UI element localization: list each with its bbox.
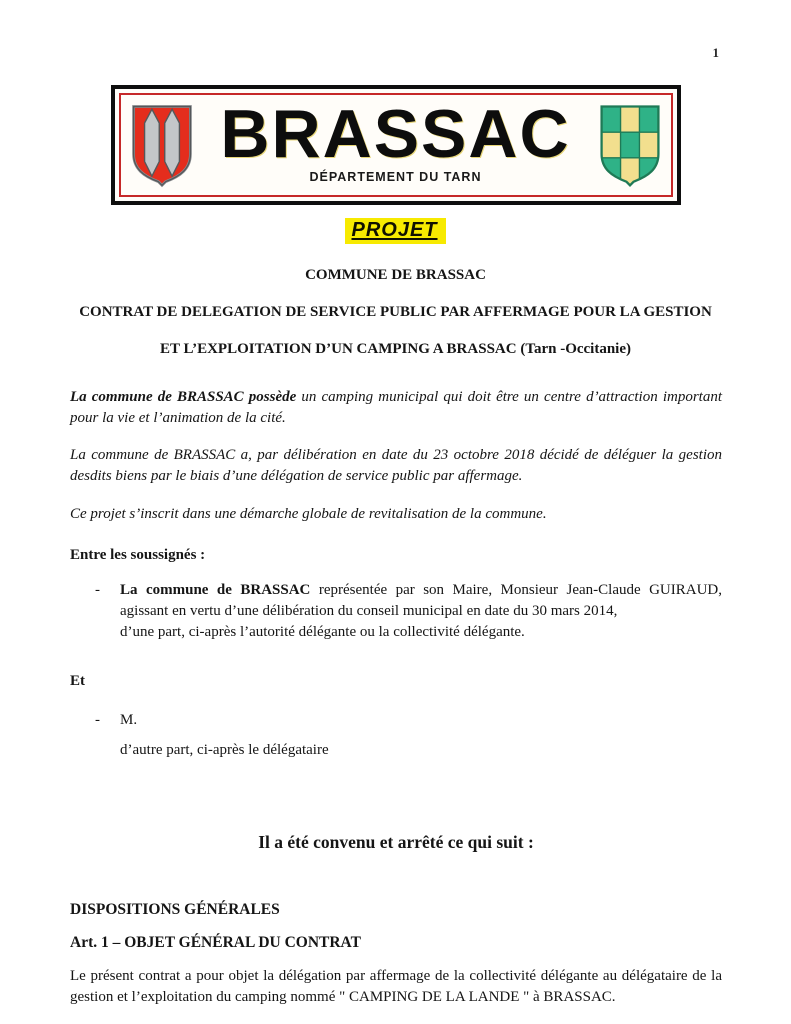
intro-paragraph-3: Ce projet s’inscrit dans une démarche globale de revitalisation de la commune. — [70, 506, 547, 522]
banner-subtitle: DÉPARTEMENT DU TARN — [309, 170, 482, 184]
contract-title-line-2: ET L’EXPLOITATION D’UN CAMPING A BRASSAC (Tarn -Occitanie) — [159, 341, 631, 357]
list-dash: - — [95, 582, 100, 598]
banner-text-block — [195, 96, 597, 188]
party-item-delegataire — [70, 710, 722, 731]
party-commune-line-1-rest: représentée par son Maire, Monsieur Jean-Claude GUIRAUD, — [310, 582, 723, 598]
party-commune-line-2: agissant en vertu d’une délibération du conseil municipal en date du 30 mars 2014, — [120, 603, 618, 619]
parties-heading: Entre les soussignés : — [70, 547, 206, 563]
projet-stamp: PROJET — [345, 218, 445, 244]
red-silver-shield-icon — [129, 101, 195, 189]
party-commune-name: La commune de BRASSAC — [120, 582, 311, 598]
intro-paragraph-1-lead: La commune de BRASSAC possède — [70, 389, 297, 405]
party-commune-line-1 — [120, 580, 722, 601]
list-dash: - — [95, 712, 100, 728]
et-connector: Et — [70, 673, 85, 689]
party-commune-line-3: d’une part, ci-après l’autorité délégante ou la collectivité délégante. — [120, 624, 525, 640]
party-delegataire-line-2: d’autre part, ci-après le délégataire — [120, 742, 329, 758]
green-yellow-checkered-shield-icon — [597, 101, 663, 189]
party-delegataire-name: M. — [120, 712, 138, 728]
intro-paragraph-1-rest: un camping municipal qui doit être un centre d’attraction important pour la vie et l’animation de la cité. — [70, 389, 723, 426]
contract-title-line-1: CONTRAT DE DELEGATION DE SERVICE PUBLIC PAR AFFERMAGE POUR LA GESTION — [79, 304, 712, 320]
commune-heading: COMMUNE DE BRASSAC — [305, 267, 486, 283]
article-1-heading: Art. 1 – OBJET GÉNÉRAL DU CONTRAT — [70, 934, 361, 951]
article-1-body: Le présent contrat a pour objet la délégation par affermage de la collectivité délégante au délégataire de la gestion et l’exploitation du camping nommé " CAMPING DE LA LANDE " à BRASSAC. — [70, 968, 722, 1005]
party-item-commune — [70, 580, 722, 643]
document-body — [0, 387, 791, 1008]
intro-paragraph-1 — [70, 387, 722, 429]
projet-stamp-row — [0, 218, 791, 244]
agreement-statement: Il a été convenu et arrêté ce qui suit : — [258, 832, 534, 852]
banner-frame — [119, 93, 673, 197]
municipal-banner — [111, 85, 681, 205]
page-number: 1 — [712, 45, 719, 60]
part-heading-dispositions-generales: DISPOSITIONS GÉNÉRALES — [70, 901, 280, 918]
intro-paragraph-2: La commune de BRASSAC a, par délibération en date du 23 octobre 2018 décidé de déléguer la gestion desdits biens par le biais d’une délégation de service public par affermage. — [70, 447, 722, 484]
banner-title: BRASSAC — [220, 96, 571, 172]
